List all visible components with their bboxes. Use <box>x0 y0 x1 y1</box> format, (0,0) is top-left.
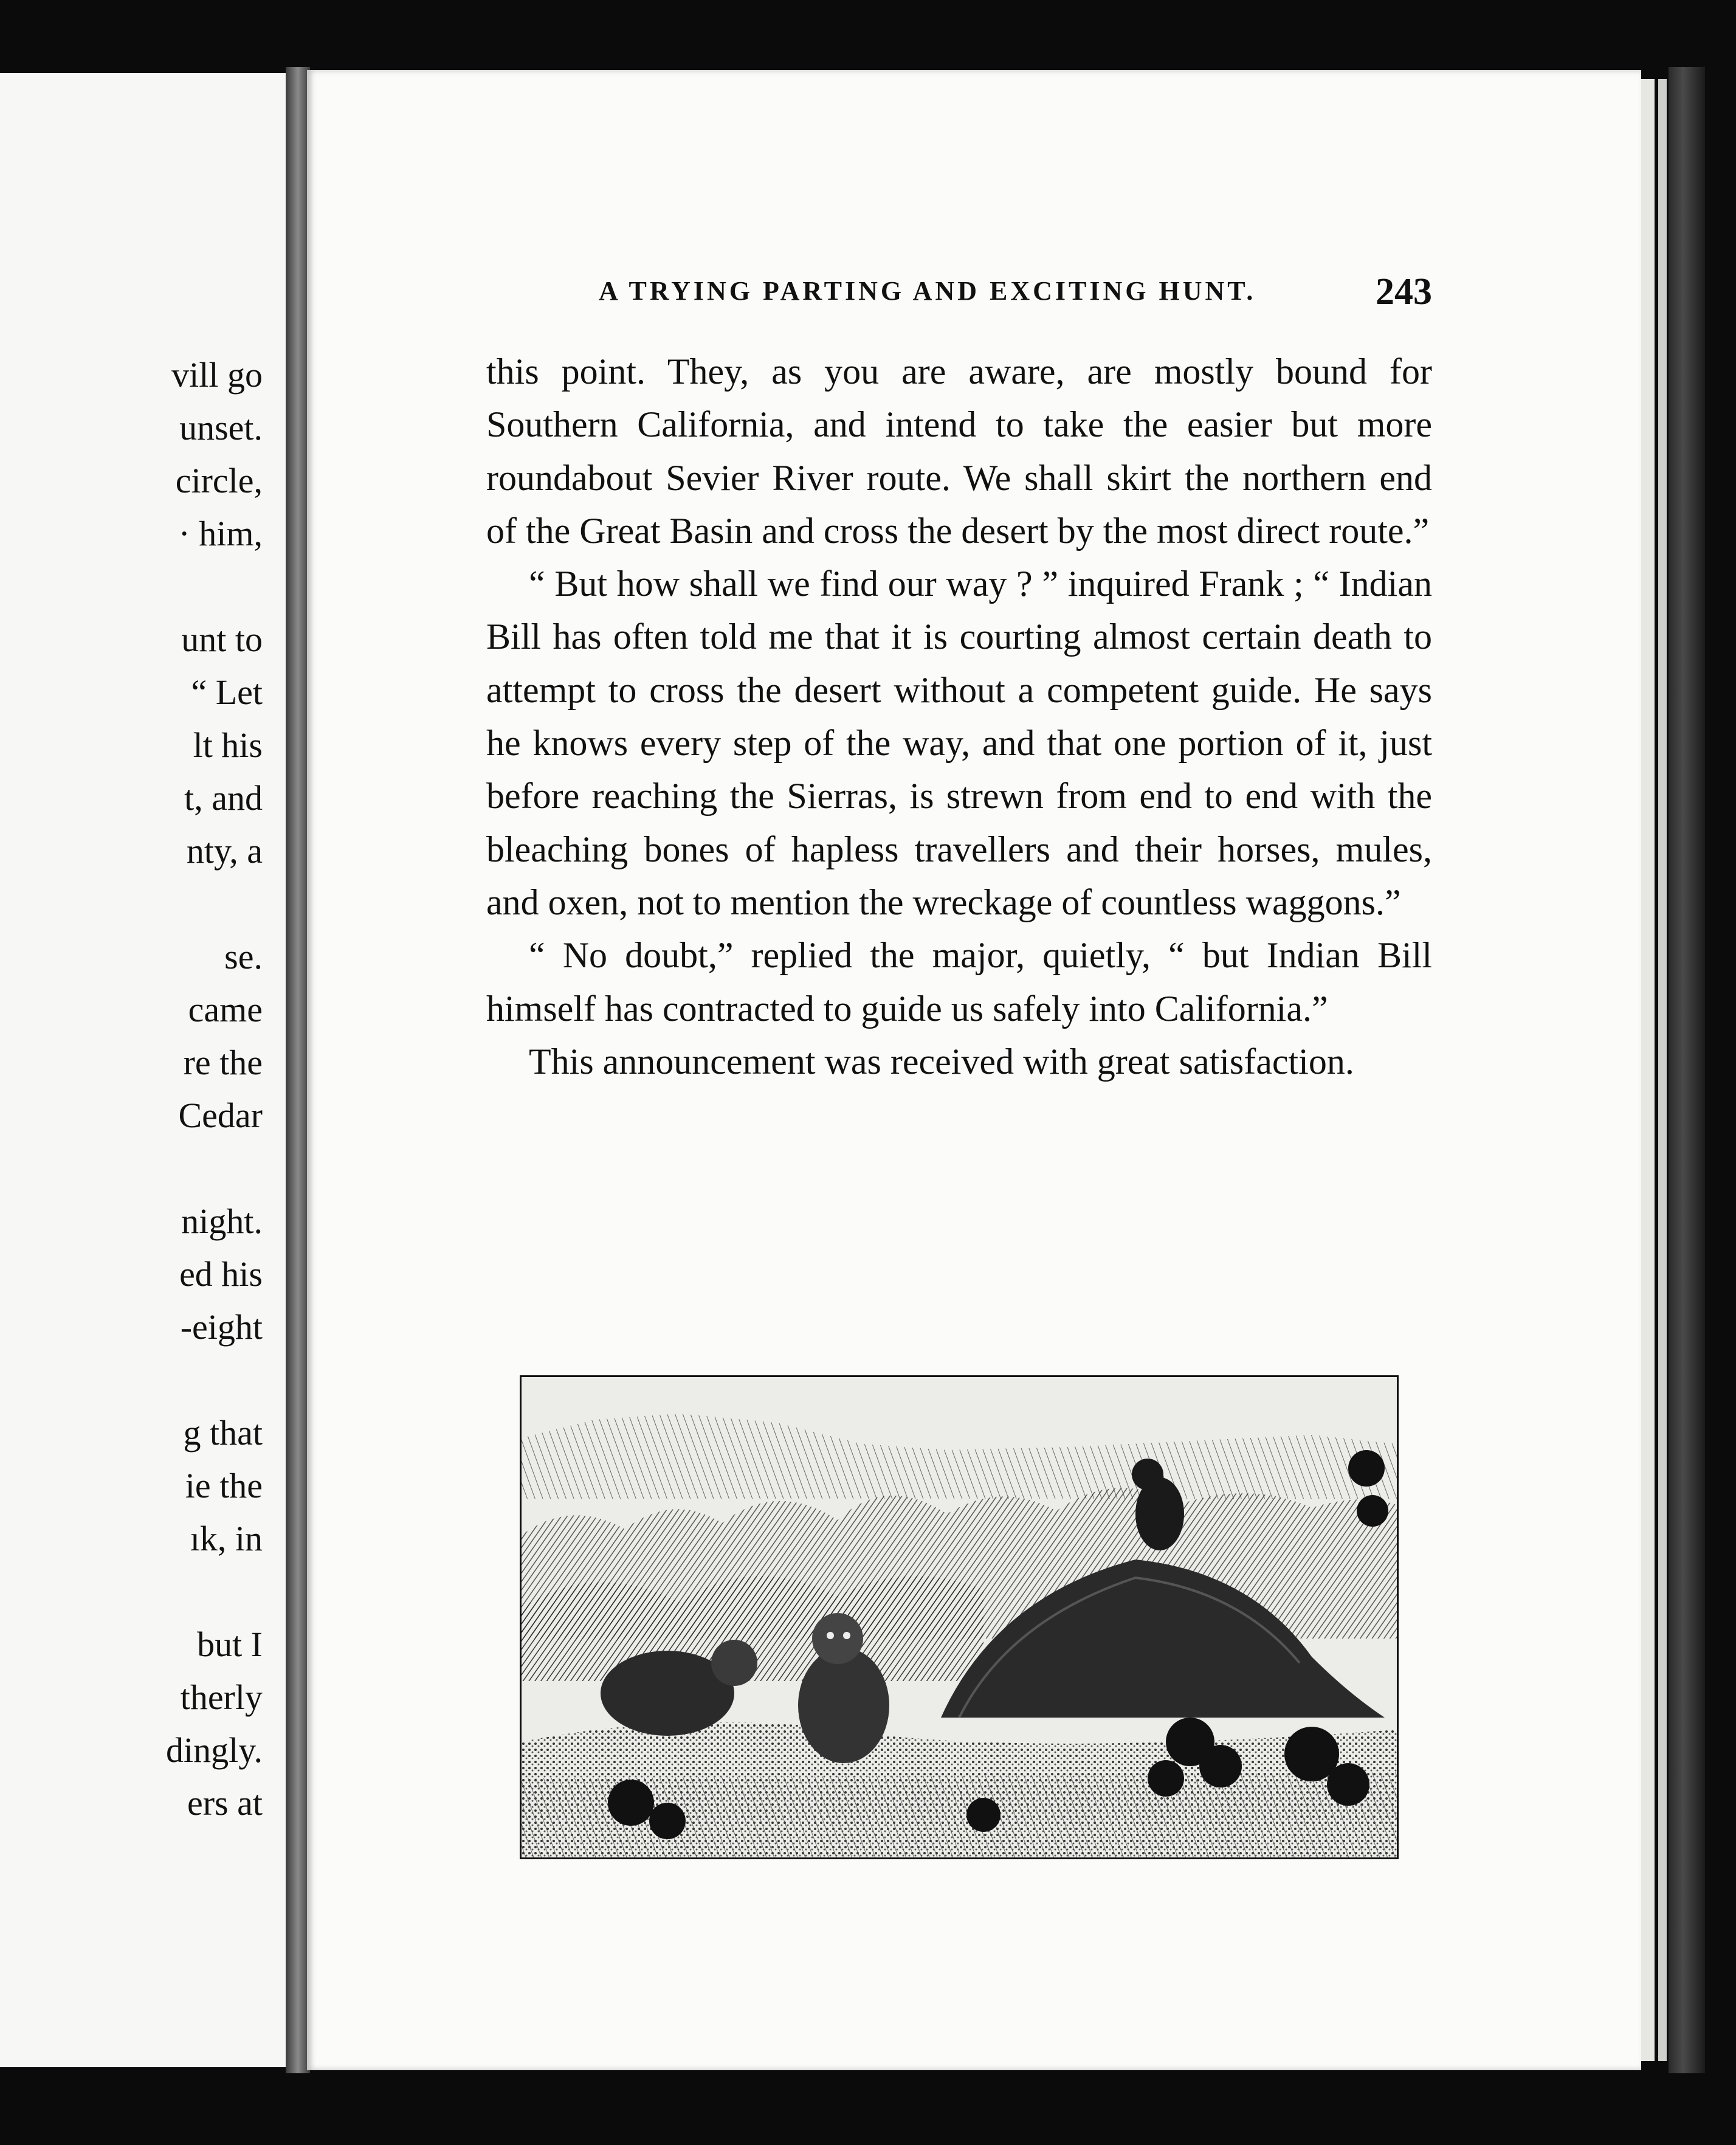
body-text <box>486 345 1432 1088</box>
paragraph: this point. They, as you are aware, are mostly bound for Southern California, and intend to take the easier but more roundabout Sevier River route. We shall skirt the northern end of the Great Basin and cross the desert by the most direct route.” <box>486 351 1432 551</box>
paragraph: “ No doubt,” replied the major, quietly, “ but Indian Bill himself has contracted to guide us safely into California.” <box>486 935 1432 1029</box>
left-text-fragment: t, and <box>184 778 263 818</box>
left-text-fragment: lt his <box>193 725 263 765</box>
left-text-fragment: circle, <box>175 461 263 500</box>
left-text-fragment: dingly. <box>166 1730 263 1770</box>
left-text-fragment: unset. <box>179 408 263 447</box>
left-text-fragment: · him, <box>178 514 263 553</box>
prairie-dog-illustration <box>520 1375 1399 1859</box>
left-text-fragment: ie the <box>185 1466 263 1505</box>
paragraph: “ But how shall we find our way ? ” inquired Frank ; “ Indian Bill has often told me that it is courting almost certain death to attempt to cross the desert without a competent guide. He says he knows every step of the way, and that one portion of it, just before reaching the Sierras, is strewn from end to end with the bleaching bones of hapless travellers and their horses, mules, and oxen, not to mention the wreckage of countless waggons.” <box>486 564 1432 922</box>
left-text-fragment: ed his <box>179 1254 263 1294</box>
paragraph: This announcement was received with great satisfaction. <box>529 1041 1354 1082</box>
book-cover-edge <box>1669 67 1705 2073</box>
left-text-fragment: vill go <box>171 355 263 395</box>
left-text-fragment: “ Let <box>191 672 263 712</box>
left-text-fragment: -eight <box>180 1307 263 1347</box>
left-text-fragment: nty, a <box>186 831 263 871</box>
book-gutter <box>286 67 310 2073</box>
left-text-fragment: ık, in <box>190 1519 263 1558</box>
left-text-fragment: night. <box>181 1201 263 1241</box>
left-text-fragment: therly <box>180 1677 263 1717</box>
engraving-image <box>522 1377 1397 1857</box>
page-number: 243 <box>1376 271 1432 313</box>
left-text-fragment: but I <box>197 1625 263 1664</box>
left-text-fragment: Cedar <box>178 1096 263 1135</box>
left-text-fragment: came <box>188 990 263 1029</box>
running-head <box>599 271 1432 313</box>
page-edges <box>1641 79 1655 2061</box>
left-text-fragment: ers at <box>187 1783 263 1823</box>
left-page <box>0 73 292 2067</box>
left-text-fragment: re the <box>183 1043 263 1082</box>
running-title: A TRYING PARTING AND EXCITING HUNT. <box>599 276 1256 306</box>
left-text-fragment: se. <box>224 937 263 976</box>
left-text-fragment: unt to <box>181 620 263 659</box>
left-text-fragment: g that <box>183 1413 263 1452</box>
page-edges <box>1658 79 1667 2061</box>
